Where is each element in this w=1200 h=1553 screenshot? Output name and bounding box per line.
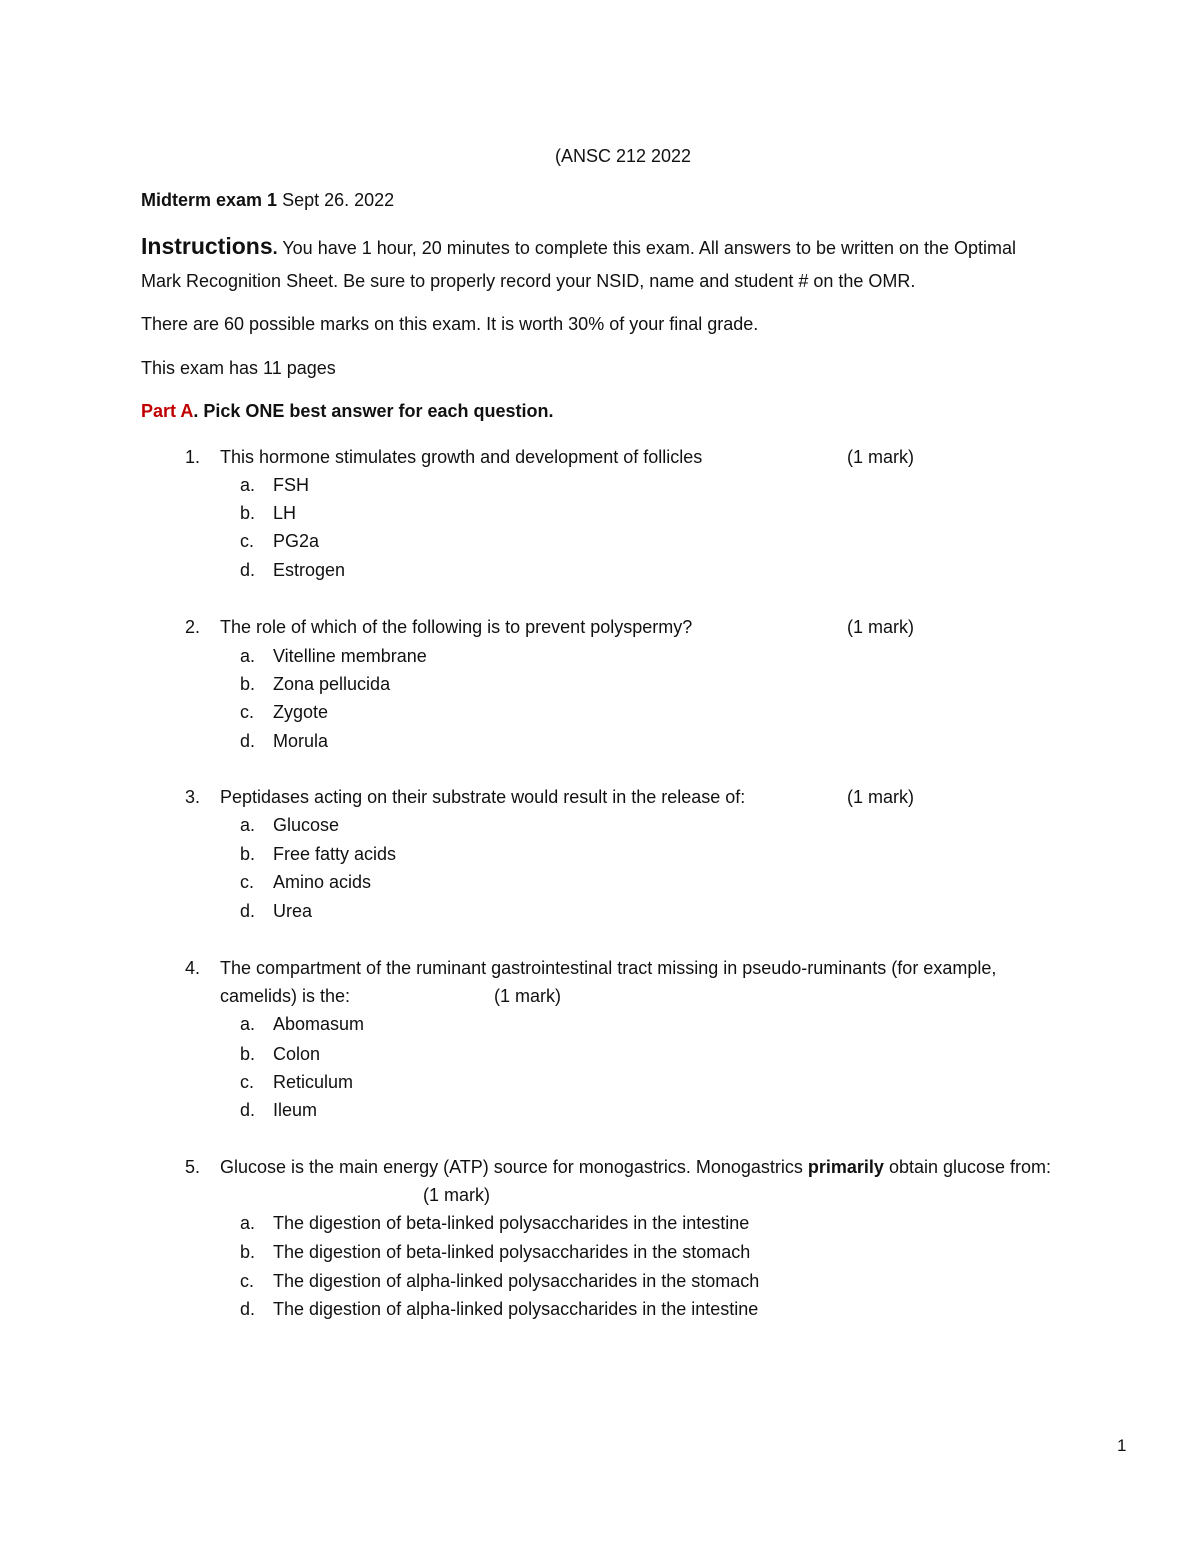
option-letter: b. (240, 1242, 256, 1262)
option-letter: c. (240, 1271, 255, 1291)
option-letter: d. (240, 560, 256, 580)
option-letter: d. (240, 1299, 256, 1319)
option-letter: c. (240, 702, 255, 722)
option-text: PG2a (273, 531, 320, 551)
question-number: 3. (185, 787, 201, 807)
question-text: This hormone stimulates growth and development of follicles (220, 447, 703, 467)
question-text-line-2: camelids) is the: (220, 986, 351, 1006)
option-text: The digestion of beta-linked polysaccharides in the stomach (273, 1242, 751, 1262)
option-letter: a. (240, 475, 256, 495)
option-letter: b. (240, 674, 256, 694)
instructions-line-2: Mark Recognition Sheet. Be sure to properly record your NSID, name and student # on the OMR. (141, 271, 916, 291)
question-mark: (1 mark) (423, 1185, 490, 1205)
option-text: Reticulum (273, 1072, 354, 1092)
option-letter: a. (240, 1213, 256, 1233)
option-letter: c. (240, 872, 255, 892)
question-text-part-2: obtain glucose from: (883, 1157, 1052, 1177)
option-letter: b. (240, 1044, 256, 1064)
option-text: Estrogen (273, 560, 346, 580)
option-text: Glucose (273, 815, 340, 835)
question-text-line-1: The compartment of the ruminant gastrointestinal tract missing in pseudo-ruminants (for example, (220, 958, 997, 978)
question-number: 2. (185, 617, 201, 637)
option-text: Amino acids (273, 872, 372, 892)
option-letter: d. (240, 1100, 256, 1120)
part-a-period: . (193, 401, 199, 421)
option-text: FSH (273, 475, 309, 495)
question-mark: (1 mark) (847, 787, 914, 807)
option-letter: d. (240, 901, 256, 921)
option-letter: a. (240, 646, 256, 666)
option-letter: a. (240, 1014, 256, 1034)
question-text-part-1: Glucose is the main energy (ATP) source for monogastrics. Monogastrics (220, 1157, 808, 1177)
question-text: Peptidases acting on their substrate would result in the release of: (220, 787, 746, 807)
question-mark: (1 mark) (847, 447, 914, 467)
question-number: 1. (185, 447, 201, 467)
pages-info: This exam has 11 pages (141, 358, 336, 378)
page-number: 1 (1117, 1436, 1127, 1455)
option-letter: b. (240, 503, 256, 523)
part-a-heading (141, 400, 553, 422)
option-text: Ileum (273, 1100, 318, 1120)
instructions-period: . (272, 238, 278, 258)
question-mark: (1 mark) (494, 986, 561, 1006)
option-text: Abomasum (273, 1014, 365, 1034)
option-text: Urea (273, 901, 313, 921)
option-text: Free fatty acids (273, 844, 397, 864)
option-letter: a. (240, 815, 256, 835)
question-text-emphasis: primarily (807, 1157, 884, 1177)
question-number: 4. (185, 958, 201, 978)
exam-title (141, 189, 394, 211)
option-text: Zona pellucida (273, 674, 391, 694)
exam-title-bold: Midterm exam 1 (141, 190, 278, 210)
option-text: The digestion of alpha-linked polysaccharides in the stomach (273, 1271, 760, 1291)
part-a-instruction: Pick ONE best answer for each question. (198, 401, 554, 421)
question-number: 5. (185, 1157, 201, 1177)
option-text: Vitelline membrane (273, 646, 427, 666)
option-text: Colon (273, 1044, 321, 1064)
option-letter: c. (240, 531, 255, 551)
part-a-label: Part A (141, 401, 194, 421)
question-mark: (1 mark) (847, 617, 914, 637)
instructions-line-1 (141, 235, 1016, 259)
marks-info: There are 60 possible marks on this exam. It is worth 30% of your final grade. (141, 314, 759, 334)
option-letter: b. (240, 844, 256, 864)
question-text (220, 1156, 1051, 1178)
course-header: (ANSC 212 2022 (554, 146, 692, 166)
option-text: The digestion of alpha-linked polysaccharides in the intestine (273, 1299, 759, 1319)
option-letter: c. (240, 1072, 255, 1092)
option-text: LH (273, 503, 297, 523)
option-text: Zygote (273, 702, 329, 722)
exam-title-date: Sept 26. 2022 (277, 190, 395, 210)
option-letter: d. (240, 731, 256, 751)
instructions-text-1: You have 1 hour, 20 minutes to complete this exam. All answers to be written on the Optimal (277, 238, 1017, 258)
question-text: The role of which of the following is to prevent polyspermy? (220, 617, 693, 637)
option-text: Morula (273, 731, 329, 751)
option-text: The digestion of beta-linked polysaccharides in the intestine (273, 1213, 750, 1233)
instructions-heading: Instructions (141, 233, 273, 259)
